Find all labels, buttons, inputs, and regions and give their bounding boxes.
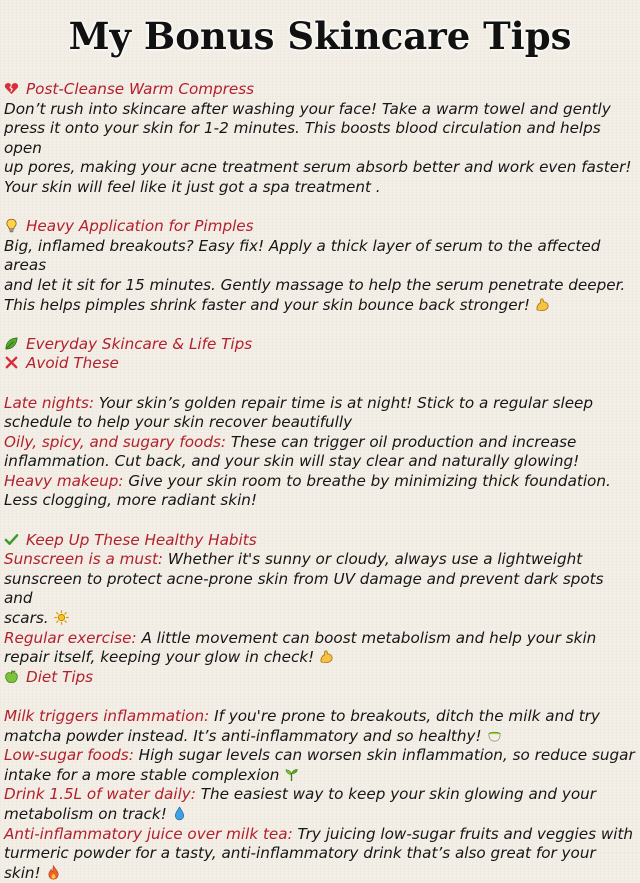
text-line: press it onto your skin for 1-2 minutes. This boosts blood circulation and helps open <box>4 119 601 157</box>
item-label: Anti-inflammatory juice over milk tea: <box>4 824 293 843</box>
text-line <box>4 609 636 629</box>
fire-icon <box>46 865 61 880</box>
avoid-heading <box>4 354 636 374</box>
text-line <box>4 805 636 825</box>
text-line: turmeric powder for a tasty, anti-inflammatory drink that’s also great for your <box>4 844 596 863</box>
text-line-content: skin! <box>4 863 41 882</box>
text-line-content: scars. <box>4 609 49 628</box>
text-line: sunscreen to protect acne-prone skin from UV damage and prevent dark spots and <box>4 569 604 608</box>
item-text: If you're prone to breakouts, ditch the milk and try <box>209 707 600 725</box>
text-line <box>4 864 636 883</box>
tips-content <box>4 80 636 883</box>
text-line: and let it sit for 15 minutes. Gently massage to help the serum penetrate deeper. <box>4 275 626 294</box>
text-line-content: matcha powder instead. It’s anti-inflammatory and so healthy! <box>4 726 482 745</box>
text-line: Less clogging, more radiant skin! <box>4 491 258 510</box>
diet-heading-text: Diet Tips <box>26 667 94 686</box>
heavy-paragraph <box>4 237 636 315</box>
text-line: Don’t rush into skincare after washing your face! Take a warm towel and gently <box>4 99 611 118</box>
text-line <box>4 766 636 786</box>
item-text: Whether it's sunny or cloudy, always use a lightweight <box>163 550 583 569</box>
diet-list <box>4 707 636 883</box>
flexed-biceps-icon <box>319 649 334 664</box>
item-text: Your skin’s golden repair time is at night! Stick to a regular sleep <box>94 393 594 412</box>
avoid-heading-text: Avoid These <box>26 354 119 373</box>
diet-heading <box>4 668 636 688</box>
list-item <box>4 629 636 649</box>
seedling-icon <box>284 767 299 782</box>
check-mark-icon <box>4 532 19 547</box>
item-text: The easiest way to keep your skin glowing and your <box>195 785 596 804</box>
lightbulb-icon <box>4 218 19 233</box>
flexed-biceps-icon <box>535 297 550 312</box>
text-line: Your skin will feel like it just got a spa treatment . <box>4 177 381 196</box>
list-item <box>4 394 636 414</box>
text-line-content: intake for a more stable complexion <box>4 765 280 784</box>
matcha-bowl-icon <box>487 728 502 743</box>
text-line: up pores, making your acne treatment serum absorb better and work even faster! <box>4 158 632 177</box>
habits-heading <box>4 531 636 551</box>
item-text: High sugar levels can worsen skin inflammation, so reduce sugar <box>133 746 635 765</box>
habits-list <box>4 550 636 668</box>
broken-heart-icon <box>4 81 19 96</box>
item-text: Try juicing low-sugar fruits and veggies with <box>292 824 634 843</box>
text-line <box>4 727 636 747</box>
item-label: Low-sugar foods: <box>4 746 134 765</box>
heavy-heading <box>4 217 636 237</box>
list-item <box>4 785 636 805</box>
text-line-content: repair itself, keeping your glow in check! <box>4 648 315 667</box>
heavy-heading-text: Heavy Application for Pimples <box>26 217 254 236</box>
item-label: Heavy makeup: <box>4 471 124 490</box>
green-apple-icon <box>4 669 19 684</box>
item-label: Regular exercise: <box>4 628 137 647</box>
list-item <box>4 472 636 492</box>
everyday-heading-text: Everyday Skincare & Life Tips <box>26 334 253 353</box>
item-text: Give your skin room to breathe by minimizing thick foundation. <box>123 471 611 490</box>
sun-icon <box>54 610 69 625</box>
text-line-content: This helps pimples shrink faster and your skin bounce back stronger! <box>4 295 530 314</box>
water-drop-icon <box>172 806 187 821</box>
item-label: Late nights: <box>4 393 94 412</box>
item-label: Drink 1.5L of water daily: <box>4 785 196 804</box>
cross-mark-icon <box>4 355 19 370</box>
list-item <box>4 746 636 766</box>
text-line: inflammation. Cut back, and your skin will stay clear and naturally glowing! <box>4 452 580 471</box>
list-item <box>4 707 636 727</box>
list-item <box>4 825 636 845</box>
compress-heading <box>4 80 636 100</box>
item-label: Milk triggers inflammation: <box>4 707 210 725</box>
item-label: Sunscreen is a must: <box>4 550 164 569</box>
leaf-icon <box>4 336 19 351</box>
habits-heading-text: Keep Up These Healthy Habits <box>26 530 257 549</box>
text-line <box>4 648 636 668</box>
everyday-heading <box>4 335 636 355</box>
list-item <box>4 433 636 453</box>
text-line <box>4 296 636 316</box>
list-item <box>4 550 636 570</box>
avoid-list <box>4 394 636 512</box>
item-label: Oily, spicy, and sugary foods: <box>4 432 226 451</box>
text-line: schedule to help your skin recover beautifully <box>4 413 353 432</box>
item-text: A little movement can boost metabolism and help your skin <box>136 628 597 647</box>
text-line-content: metabolism on track! <box>4 804 167 823</box>
page-title: My Bonus Skincare Tips <box>68 14 572 58</box>
item-text: These can trigger oil production and increase <box>226 432 577 451</box>
compress-heading-text: Post-Cleanse Warm Compress <box>26 80 255 98</box>
compress-paragraph <box>4 100 636 198</box>
text-line: Big, inflamed breakouts? Easy fix! Apply a thick layer of serum to the affected areas <box>4 236 601 275</box>
